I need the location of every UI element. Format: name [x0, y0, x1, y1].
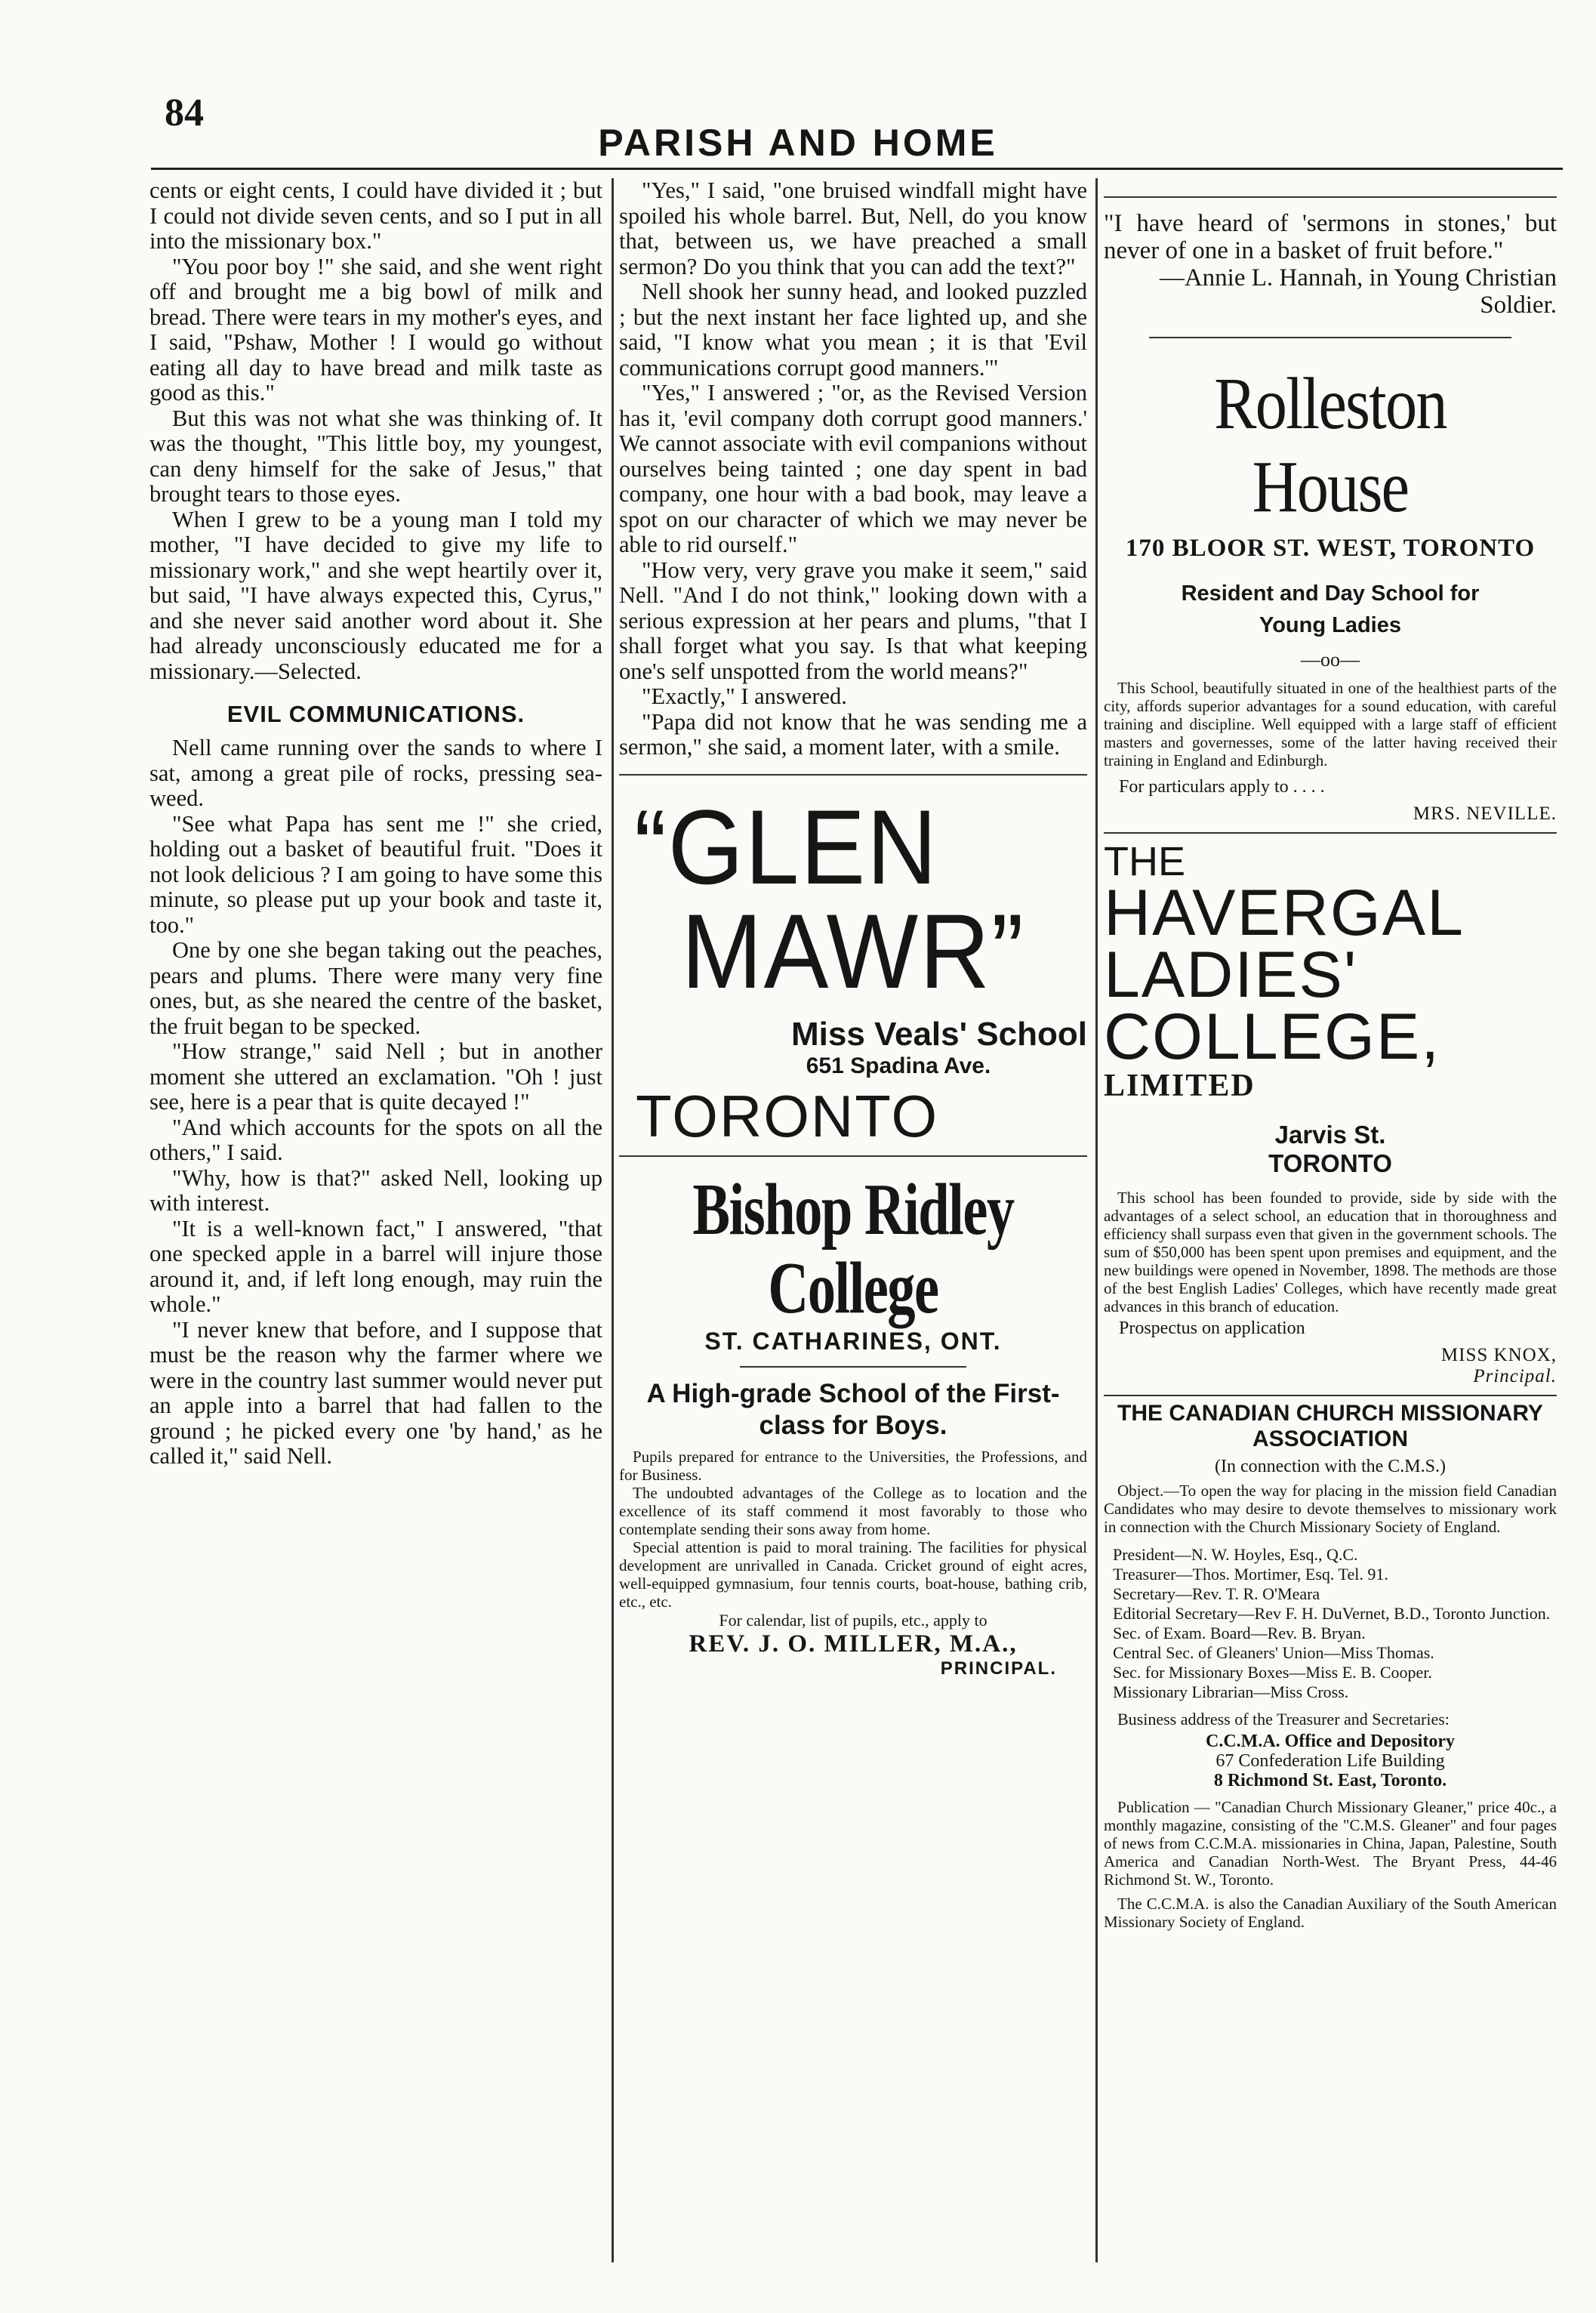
cms-association-ad — [1104, 1401, 1557, 1931]
article-paragraph: "How strange," said Nell ; but in another moment she uttered an exclamation. "Oh ! just see, here is a pear that is quite decayed !" — [149, 1038, 602, 1115]
havergal-name-line1: HAVERGAL — [1104, 877, 1465, 949]
glen-mawr-school: Miss Veals' School — [791, 1015, 1087, 1053]
column-middle — [619, 178, 1087, 1679]
divider-rule — [1104, 1395, 1557, 1396]
article-paragraph: "Yes," I answered ; "or, as the Revised Version has it, 'evil company doth corrupt good manners.' We cannot associate with evil companions without ourselves being tainted ; one day spent in bad company, one hour with a bad book, may leave a spot on our character of which we may never be able to rid ourself." — [619, 380, 1087, 557]
article-paragraph: "It is a well-known fact," I answered, "that one specked apple in a barrel will injure those around it, and, if left long enough, may ruin the whole." — [149, 1215, 602, 1317]
havergal-the: THE — [1104, 839, 1185, 884]
rolleston-house-tagline: Resident and Day School for Young Ladies — [1181, 581, 1480, 637]
havergal-name-row — [1104, 1001, 1557, 1104]
page-number: 84 — [165, 91, 204, 134]
article-paragraph: "I never knew that before, and I suppose that must be the reason why the farmer where we were in the country last summer would never put an apple into a barrel that had fallen to the ground ; he picked every one 'by hand,' as he called it," said Nell. — [149, 1316, 602, 1469]
cms-publication: Publication — "Canadian Church Missionary Gleaner," price 40c., a monthly magazine, consisting of the "C.M.S. Gleaner" and four pages of news from C.C.M.A. missionaries in China, Japan, Palestine, South America and Canadian North-West. The Bryant Press, 44-46 Richmond St. W., Toronto. — [1104, 1798, 1557, 1889]
running-title: PARISH AND HOME — [598, 122, 998, 164]
havergal-name-line2: LADIES' — [1104, 939, 1358, 1011]
article-paragraph: One by one she began taking out the peaches, pears and plums. There were many very fine ones, but, as she neared the centre of the basket, the fruit began to be specked. — [149, 937, 602, 1039]
article-paragraph: "Why, how is that?" asked Nell, looking up with interest. — [149, 1164, 602, 1216]
havergal-apply: Prospectus on application — [1119, 1318, 1305, 1338]
header-rule — [151, 168, 1563, 170]
havergal-college-ad — [1104, 841, 1557, 1387]
glen-mawr-address: 651 Spadina Ave. — [806, 1053, 991, 1078]
havergal-contact: MISS KNOX, — [1440, 1345, 1557, 1365]
havergal-contact-title: Principal. — [1473, 1366, 1557, 1386]
havergal-city: TORONTO — [1268, 1149, 1392, 1177]
glen-mawr-name-line1: “GLEN — [634, 787, 938, 906]
cms-object: Object.—To open the way for placing in the mission field Canadian Candidates who may desire to devote themselves to missionary work in connection with the Church Missionary Society of England. — [1104, 1482, 1557, 1536]
cms-auxiliary: The C.C.M.A. is also the Canadian Auxiliary of the South American Missionary Society of England. — [1104, 1895, 1557, 1931]
ridley-college-name: Bishop Ridley College — [692, 1168, 1014, 1329]
closing-quote: "I have heard of 'sermons in stones,' but never of one in a basket of fruit before." — [1104, 210, 1557, 264]
column-left — [149, 178, 602, 1470]
cms-office-building: 67 Confederation Life Building — [1215, 1751, 1445, 1771]
divider-rule — [740, 1366, 966, 1368]
column-right — [1104, 178, 1557, 1931]
glen-mawr-name-line2: MAWR” — [681, 891, 1025, 1010]
rolleston-house-apply: For particulars apply to . . . . — [1119, 777, 1325, 797]
rolleston-house-ad — [1104, 362, 1557, 825]
glen-mawr-city: TORONTO — [636, 1082, 939, 1149]
cms-officer: Treasurer—Thos. Mortimer, Esq. Tel. 91. — [1113, 1565, 1388, 1584]
divider-rule — [1104, 196, 1557, 198]
ridley-college-city: ST. CATHARINES, ONT. — [704, 1327, 1002, 1355]
cms-subtitle: (In connection with the C.M.S.) — [1215, 1457, 1446, 1476]
divider-rule — [1104, 832, 1557, 834]
cms-officer: Editorial Secretary—Rev F. H. DuVernet, B.D., Toronto Junction. — [1113, 1604, 1551, 1623]
article-paragraph: "Exactly," I answered. — [642, 683, 847, 709]
ridley-college-text: Special attention is paid to moral training. The facilities for physical development are unrivalled in Canada. Cricket ground of eight acres, well-equipped gymnasium, four tennis courts, boat-house, bathing crib, etc., etc. — [619, 1537, 1087, 1611]
havergal-limited: LIMITED — [1104, 1069, 1256, 1103]
article-paragraph: Nell came running over the sands to where I sat, among a great pile of rocks, pressing sea-weed. — [149, 735, 602, 811]
rolleston-house-name: Rolleston House — [1214, 363, 1447, 528]
divider-rule — [619, 774, 1087, 776]
divider-rule — [1149, 337, 1511, 338]
cms-office-name: C.C.M.A. Office and Depository — [1206, 1732, 1455, 1751]
ridley-college-apply: For calendar, list of pupils, etc., apply to — [719, 1610, 987, 1630]
article-paragraph: "Papa did not know that he was sending me a sermon," she said, a moment later, with a smile. — [619, 708, 1087, 760]
cms-officer: President—N. W. Hoyles, Esq., Q.C. — [1113, 1545, 1358, 1564]
article-paragraph: "See what Papa has sent me !" she cried, holding out a basket of beautiful fruit. "Does it not look delicious ? I am going to have some this minute, so please put up your book and taste it, too." — [149, 810, 602, 938]
cms-title: THE CANADIAN CHURCH MISSIONARY ASSOCIATION — [1117, 1401, 1543, 1451]
ridley-college-ad — [619, 1170, 1087, 1679]
cms-officers — [1104, 1545, 1557, 1702]
ornament-divider: —oo— — [1301, 649, 1360, 671]
cms-officer: Sec. for Missionary Boxes—Miss E. B. Cooper. — [1113, 1663, 1432, 1682]
ridley-college-text: Pupils prepared for entrance to the Universities, the Professions, and for Business. — [619, 1447, 1087, 1484]
story-paragraph: When I grew to be a young man I told my mother, "I have decided to give my life to missionary work," and she wept heartily over it, but said, "I have always expected this, Cyrus," and she never said another word about it. She had already unconsciously educated me for a missionary.—Selected. — [149, 506, 602, 684]
story-paragraph: cents or eight cents, I could have divided it ; but I could not divide seven cents, and so I put in all into the missionary box." — [149, 177, 602, 254]
cms-office-street: 8 Richmond St. East, Toronto. — [1213, 1771, 1447, 1790]
havergal-name-line3: COLLEGE, — [1104, 1001, 1441, 1073]
column-divider — [612, 178, 614, 2262]
rolleston-house-address: 170 BLOOR ST. WEST, TORONTO — [1125, 535, 1536, 562]
story-paragraph: "You poor boy !" she said, and she went right off and brought me a big bowl of milk and bread. There were tears in my mother's eyes, and I said, "Pshaw, Mother ! I would go without eating all day to have bread and milk taste as good as this." — [149, 253, 602, 406]
divider-rule — [619, 1155, 1087, 1157]
ridley-college-signatory: REV. J. O. MILLER, M.A., — [689, 1630, 1018, 1658]
cms-officer: Sec. of Exam. Board—Rev. B. Bryan. — [1113, 1624, 1366, 1642]
quote-attribution: —Annie L. Hannah, in Young Christian Soldier. — [1159, 264, 1557, 319]
article-paragraph: Nell shook her sunny head, and looked puzzled ; but the next instant her face lighted up, and she said, "I know what you mean ; it is that 'Evil communications corrupt good manners.'" — [619, 279, 1087, 381]
rolleston-house-contact: MRS. NEVILLE. — [1413, 803, 1557, 824]
ridley-college-text: The undoubted advantages of the College as to location and the excellence of its staff commend it most favorably to those who contemplate sending their sons away from home. — [619, 1483, 1087, 1538]
article-title: EVIL COMMUNICATIONS. — [226, 701, 525, 727]
ridley-college-signatory-title: PRINCIPAL. — [940, 1658, 1057, 1679]
ridley-college-tagline: A High-grade School of the First-class for Boys. — [646, 1378, 1060, 1440]
cms-officer: Central Sec. of Gleaners' Union—Miss Thomas. — [1113, 1643, 1434, 1662]
story-paragraph: But this was not what she was thinking of. It was the thought, "This little boy, my youngest, can deny himself for the sake of Jesus," that brought tears to those eyes. — [149, 405, 602, 507]
article-paragraph: "And which accounts for the spots on all the others," I said. — [149, 1114, 602, 1165]
article-paragraph: "Yes," I said, "one bruised windfall might have spoiled his whole barrel. But, Nell, do you know that, between us, we have preached a small sermon? Do you think that you can add the text?" — [619, 177, 1087, 279]
havergal-text: This school has been founded to provide, side by side with the advantages of a select school, an education that in thoroughness and efficiency shall surpass even that given in the government schools. The sum of $50,000 has been spent upon premises and equipment, and the new buildings were opened in November, 1898. The methods are those of the best English Ladies' Colleges, which have recently made great advances in this branch of education. — [1104, 1189, 1557, 1315]
rolleston-house-text: This School, beautifully situated in one of the healthiest parts of the city, affords superior advantages for a sound education, with careful training and discipline. Well equipped with a large staff of efficient masters and governesses, some of the latter having received their training in England and Edinburgh. — [1104, 679, 1557, 769]
havergal-street: Jarvis St. — [1274, 1121, 1386, 1149]
cms-officer: Missionary Librarian—Miss Cross. — [1113, 1682, 1349, 1701]
glen-mawr-ad — [619, 787, 1087, 1151]
cms-officer: Secretary—Rev. T. R. O'Meara — [1113, 1584, 1320, 1603]
cms-business-line: Business address of the Treasurer and Secretaries: — [1117, 1710, 1450, 1729]
article-paragraph: "How very, very grave you make it seem," said Nell. "And I do not think," looking down with a serious expression at her pears and plums, "that I shall forget what you say. Is that what keeping one's self unspotted from the world means?" — [619, 557, 1087, 684]
column-divider — [1095, 178, 1098, 2262]
